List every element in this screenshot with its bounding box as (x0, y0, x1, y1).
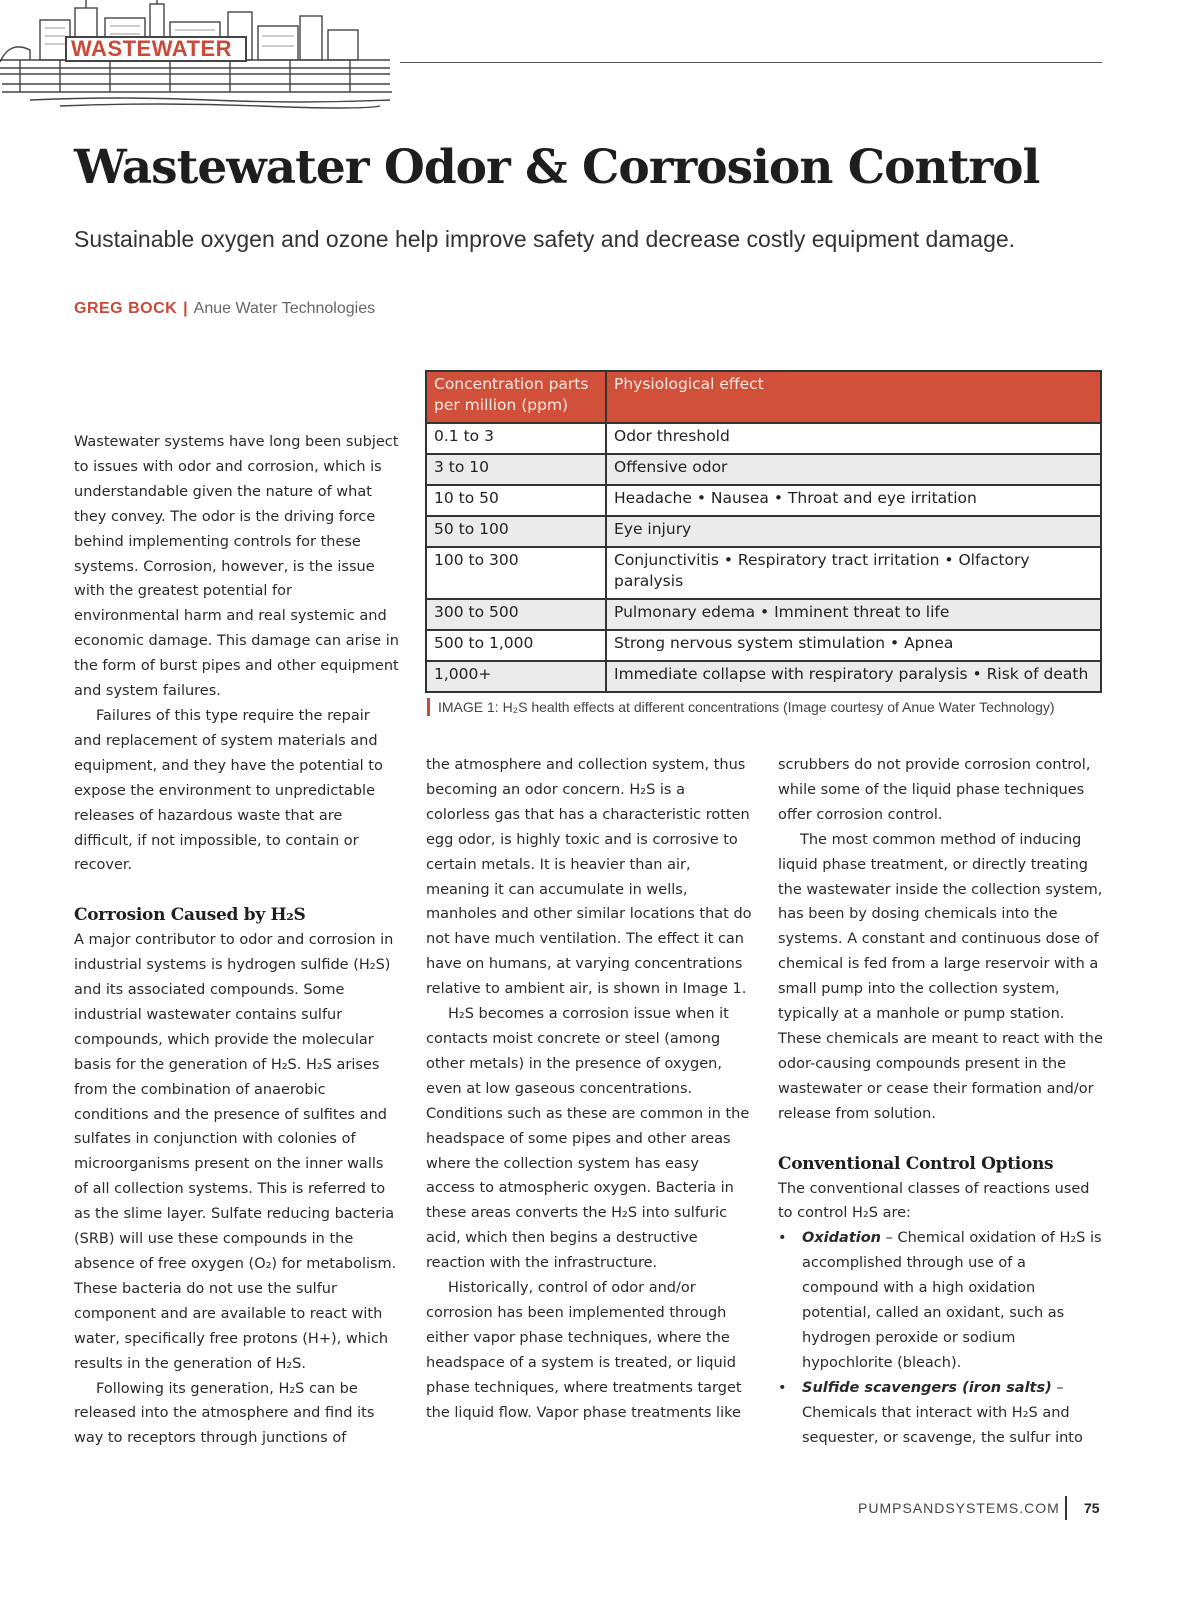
control-options-list (778, 1226, 1106, 1450)
article-title: Wastewater Odor & Corrosion Control (74, 140, 1040, 195)
paragraph: the atmosphere and collection system, thus becoming an odor concern. H₂S is a colorless gas that has a characteristic rotten egg odor, is highly toxic and is corrosive to certain metals. It is heavier than air, meaning it can accumulate in wells, manholes and other similar locations that do not have much ventilation. The effect it can have on humans, at varying concentrations relative to ambient air, is shown in Image 1. (426, 757, 752, 998)
author-name: GREG BOCK (74, 300, 178, 317)
paragraph: scrubbers do not provide corrosion control, while some of the liquid phase techniques offer corrosion control. (778, 757, 1091, 823)
cell-ppm: 3 to 10 (426, 454, 606, 485)
cell-effect: Odor threshold (606, 423, 1101, 454)
cell-ppm: 10 to 50 (426, 485, 606, 516)
cell-ppm: 500 to 1,000 (426, 630, 606, 661)
list-item (778, 1376, 1106, 1451)
table-row (426, 485, 1101, 516)
paragraph: A major contributor to odor and corrosion in industrial systems is hydrogen sulfide (H₂S) and its associated compounds. Some industrial wastewater contains sulfur compounds, which provide the molecular basis for the generation of H₂S. H₂S arises from the combination of anaerobic conditions and the presence of sulfites and sulfates in conjunction with colonies of microorganisms present on the inner walls of all collection systems. This is referred to as the slime layer. Sulfate reducing bacteria (SRB) will use these compounds in the absence of free oxygen (O₂) for metabolism. These bacteria do not use the sulfur component and are available to react with water, specifically free protons (H+), which results in the generation of H₂S. (74, 932, 397, 1372)
table-row (426, 516, 1101, 547)
header-effect: Physiological effect (606, 371, 1101, 423)
section-heading: Corrosion Caused by H₂S (74, 905, 306, 926)
paragraph: H₂S becomes a corrosion issue when it contacts moist concrete or steel (among other metals) in the presence of oxygen, even at low gaseous concentrations. Conditions such as these are common in the headspace of some pipes and other areas where the collection system has easy access to atmospheric oxygen. Bacteria in these areas converts the H₂S into sulfuric acid, which then begins a destructive reaction with the infrastructure. (426, 1006, 750, 1272)
list-item-text: – Chemicals that interact with H₂S and sequester, or scavenge, the sulfur into (802, 1379, 1083, 1446)
page-number: 75 (1084, 1500, 1100, 1516)
cell-ppm: 300 to 500 (426, 599, 606, 630)
header-divider (400, 62, 1102, 63)
cell-effect: Pulmonary edema • Imminent threat to life (606, 599, 1101, 630)
list-item (778, 1226, 1106, 1375)
paragraph: The conventional classes of reactions used to control H₂S are: (778, 1180, 1090, 1222)
list-item-term: Oxidation (802, 1230, 881, 1247)
footer-divider (1065, 1496, 1067, 1520)
header-concentration: Concentration parts per million (ppm) (426, 371, 606, 423)
cell-ppm: 1,000+ (426, 661, 606, 692)
section-tag: WASTEWATER (65, 36, 247, 62)
list-item-text: – Chemical oxidation of H₂S is accomplished through use of a compound with a high oxidation potential, called an oxidant, such as hydrogen peroxide or sodium hypochlorite (bleach). (802, 1230, 1102, 1371)
table-row (426, 630, 1101, 661)
table-row (426, 599, 1101, 630)
cell-effect: Immediate collapse with respiratory paralysis • Risk of death (606, 661, 1101, 692)
cell-effect: Strong nervous system stimulation • Apnea (606, 630, 1101, 661)
byline-separator: | (183, 300, 188, 317)
paragraph: Historically, control of odor and/or corrosion has been implemented through either vapor phase techniques, where the headspace of a system is treated, or liquid phase techniques, where treatments target the liquid flow. Vapor phase treatments like (426, 1280, 742, 1421)
section-heading: Conventional Control Options (778, 1153, 1054, 1174)
article-column-2 (426, 753, 752, 1425)
cell-effect: Headache • Nausea • Throat and eye irritation (606, 485, 1101, 516)
paragraph: Following its generation, H₂S can be released into the atmosphere and find its way to receptors through junctions of (74, 1380, 375, 1447)
footer-website: PUMPSANDSYSTEMS.COM (858, 1500, 1060, 1516)
list-item-term: Sulfide scavengers (iron salts) (802, 1379, 1052, 1396)
paragraph: Failures of this type require the repair and replacement of system materials and equipment, and they have the potential to expose the environment to unpredictable releases of hazardous waste that are difficult, if not impossible, to contain or recover. (74, 707, 383, 874)
table-header-row (426, 371, 1101, 423)
table-row (426, 423, 1101, 454)
paragraph: Wastewater systems have long been subject to issues with odor and corrosion, which is understandable given the nature of what they convey. The odor is the driving force behind implementing controls for these systems. Corrosion, however, is the issue with the greatest potential for environmental harm and real systemic and economic damage. This damage can arise in the form of burst pipes and other equipment and system failures. (74, 434, 399, 700)
paragraph: The most common method of inducing liquid phase treatment, or directly treating the wastewater inside the collection system, has been by dosing chemicals into the systems. A constant and continuous dose of chemical is fed from a large reservoir with a small pump into the collection system, typically at a manhole or pump station. These chemicals are meant to react with the odor-causing compounds present in the wastewater or cease their formation and/or release from solution. (778, 831, 1103, 1122)
article-subtitle: Sustainable oxygen and ozone help improve safety and decrease costly equipment damage. (74, 226, 1016, 252)
table-row (426, 454, 1101, 485)
cell-ppm: 0.1 to 3 (426, 423, 606, 454)
cell-effect: Conjunctivitis • Respiratory tract irritation • Olfactory paralysis (606, 547, 1101, 599)
article-column-3 (778, 753, 1106, 1450)
h2s-effects-table (425, 370, 1102, 693)
cell-effect: Eye injury (606, 516, 1101, 547)
table-row (426, 547, 1101, 599)
table-row (426, 661, 1101, 692)
table-caption: IMAGE 1: H₂S health effects at different concentrations (Image courtesy of Anue Water Technology) (427, 698, 1107, 716)
author-organization: Anue Water Technologies (193, 300, 376, 317)
cell-ppm: 50 to 100 (426, 516, 606, 547)
cell-ppm: 100 to 300 (426, 547, 606, 599)
article-column-1 (74, 430, 400, 1451)
byline (74, 300, 375, 318)
cell-effect: Offensive odor (606, 454, 1101, 485)
